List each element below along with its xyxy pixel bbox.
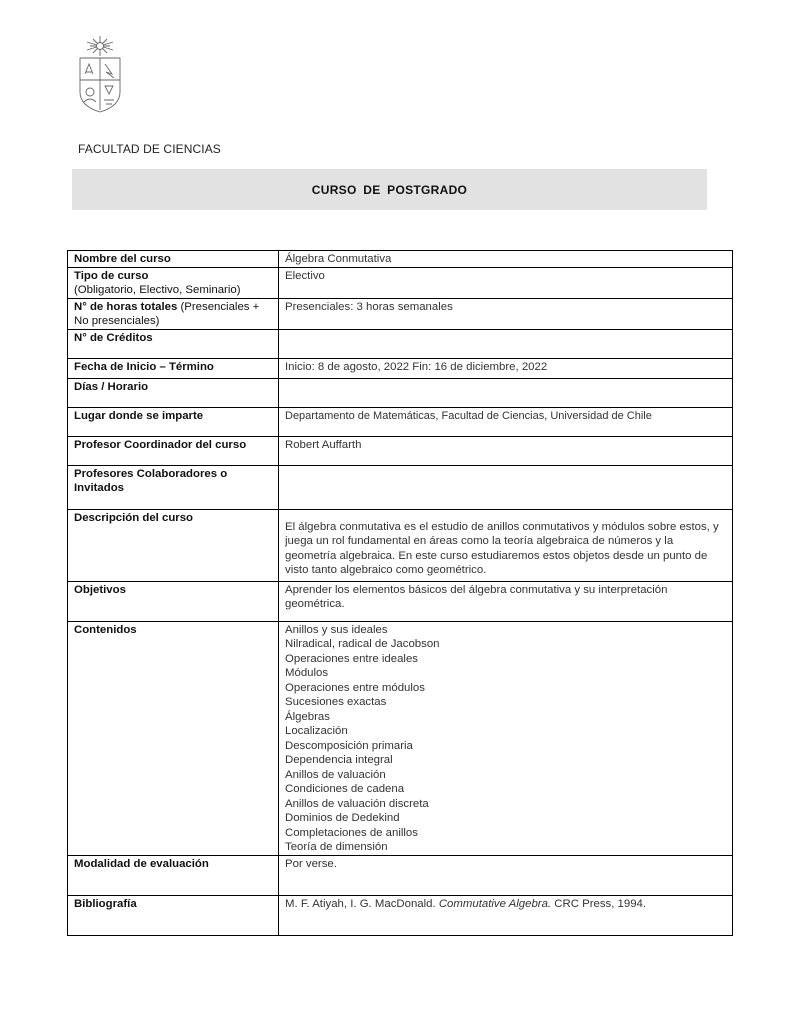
value-contenidos bbox=[279, 621, 733, 855]
label-tipo-main: Tipo de curso bbox=[74, 269, 149, 282]
label-tipo-sub: (Obligatorio, Electivo, Seminario) bbox=[74, 284, 241, 296]
label-horas-sub: (Presenciales + No presenciales) bbox=[74, 300, 260, 327]
faculty-name: FACULTAD DE CIENCIAS bbox=[78, 142, 221, 156]
label-lugar: Lugar donde se imparte bbox=[68, 407, 279, 436]
bib-title: Commutative Algebra. bbox=[438, 897, 552, 910]
value-colaboradores bbox=[279, 465, 733, 509]
label-colaboradores: Profesores Colaboradores o Invitados bbox=[68, 465, 279, 509]
row-contenidos bbox=[68, 621, 733, 855]
bib-authors: M. F. Atiyah, I. G. MacDonald. bbox=[285, 897, 439, 910]
list-item: Sucesiones exactas bbox=[285, 696, 387, 708]
row-horas bbox=[68, 298, 733, 329]
list-item: Localización bbox=[285, 725, 348, 737]
description-text: El álgebra conmutativa es el estudio de anillos conmutativos y módulos sobre estos, y juega un rol fundamental en áreas como la teoría algebraica de números y la geometría algebraica. En este curso estudiaremos estos objetos desde un punto de visto tanto algebraico como geométrico. bbox=[285, 520, 719, 576]
row-bibliografia bbox=[68, 895, 733, 935]
list-item: Descomposición primaria bbox=[285, 739, 413, 752]
list-item: Anillos de valuación discreta bbox=[285, 797, 429, 810]
row-fecha bbox=[68, 358, 733, 378]
list-item: Condiciones de cadena bbox=[285, 783, 405, 795]
university-crest-logo bbox=[76, 34, 124, 114]
label-contenidos: Contenidos bbox=[68, 621, 279, 855]
label-dias: Días / Horario bbox=[68, 378, 279, 407]
label-bibliografia: Bibliografía bbox=[68, 895, 279, 935]
list-item: Teoría de dimensión bbox=[285, 841, 388, 853]
row-descripcion bbox=[68, 509, 733, 581]
list-item: Módulos bbox=[285, 667, 329, 679]
label-creditos: N° de Créditos bbox=[68, 329, 279, 358]
value-tipo: Electivo bbox=[279, 267, 733, 298]
label-evaluacion: Modalidad de evaluación bbox=[68, 855, 279, 895]
list-item: Nilradical, radical de Jacobson bbox=[285, 638, 440, 650]
list-item: Álgebras bbox=[285, 710, 330, 723]
label-profesor: Profesor Coordinador del curso bbox=[68, 436, 279, 465]
label-horas bbox=[68, 298, 279, 329]
label-horas-main: N° de horas totales bbox=[74, 300, 178, 313]
value-dias bbox=[279, 378, 733, 407]
value-lugar: Departamento de Matemáticas, Facultad de Ciencias, Universidad de Chile bbox=[279, 407, 733, 436]
value-descripcion bbox=[279, 509, 733, 581]
row-tipo bbox=[68, 267, 733, 298]
label-tipo bbox=[68, 267, 279, 298]
value-creditos bbox=[279, 329, 733, 358]
label-nombre: Nombre del curso bbox=[68, 251, 279, 268]
contents-list bbox=[285, 623, 726, 855]
value-profesor: Robert Auffarth bbox=[279, 436, 733, 465]
label-descripcion: Descripción del curso bbox=[68, 509, 279, 581]
course-type-banner bbox=[72, 169, 707, 210]
value-bibliografia bbox=[279, 895, 733, 935]
list-item: Completaciones de anillos bbox=[285, 826, 418, 839]
row-colaboradores bbox=[68, 465, 733, 509]
row-lugar bbox=[68, 407, 733, 436]
list-item: Dominios de Dedekind bbox=[285, 812, 400, 824]
label-fecha: Fecha de Inicio – Término bbox=[68, 358, 279, 378]
row-dias bbox=[68, 378, 733, 407]
value-nombre: Álgebra Conmutativa bbox=[279, 251, 733, 268]
list-item: Anillos y sus ideales bbox=[285, 623, 388, 636]
label-objetivos: Objetivos bbox=[68, 581, 279, 621]
row-nombre bbox=[68, 251, 733, 268]
value-objetivos: Aprender los elementos básicos del álgebra conmutativa y su interpretación geométrica. bbox=[279, 581, 733, 621]
value-fecha: Inicio: 8 de agosto, 2022 Fin: 16 de diciembre, 2022 bbox=[279, 358, 733, 378]
value-horas: Presenciales: 3 horas semanales bbox=[279, 298, 733, 329]
row-profesor bbox=[68, 436, 733, 465]
bib-publisher: CRC Press, 1994. bbox=[551, 897, 647, 910]
row-objetivos bbox=[68, 581, 733, 621]
list-item: Dependencia integral bbox=[285, 754, 393, 766]
row-evaluacion bbox=[68, 855, 733, 895]
list-item: Operaciones entre módulos bbox=[285, 681, 425, 694]
course-info-table bbox=[67, 250, 733, 936]
list-item: Operaciones entre ideales bbox=[285, 652, 418, 665]
list-item: Anillos de valuación bbox=[285, 768, 386, 781]
banner-title: CURSO DE POSTGRADO bbox=[311, 182, 468, 197]
value-evaluacion: Por verse. bbox=[279, 855, 733, 895]
row-creditos bbox=[68, 329, 733, 358]
